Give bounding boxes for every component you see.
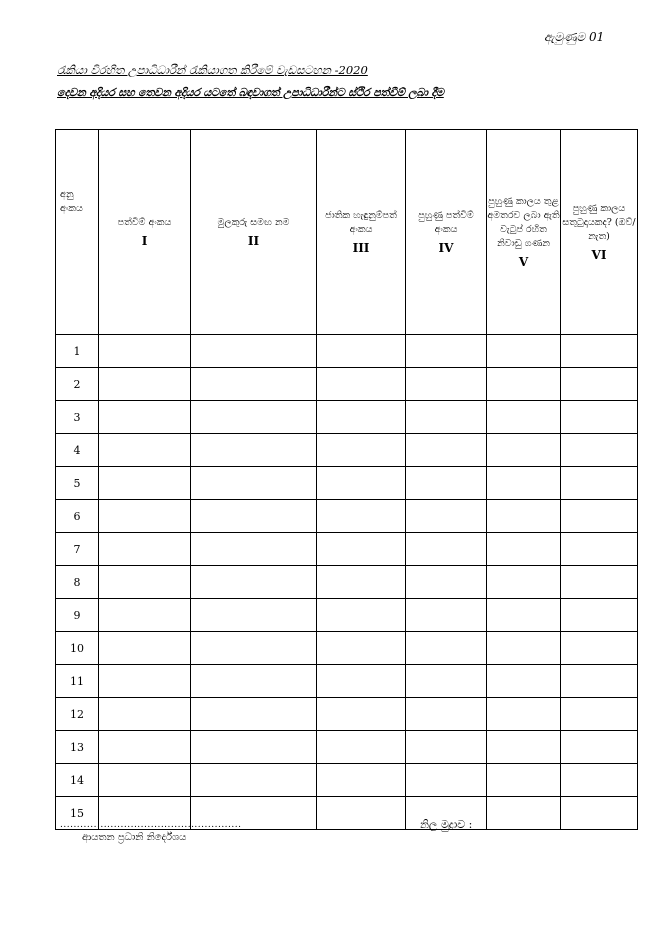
table-cell[interactable]: [99, 533, 191, 566]
header-text: අනු අංකය: [60, 189, 83, 214]
table-cell[interactable]: [487, 401, 561, 434]
table-cell[interactable]: [487, 368, 561, 401]
document-title: රැකියා විරහිත උපාධිධාරීන් රැකියාගත කිරීමේ වැඩසටහන -2020: [57, 63, 368, 77]
table-row: [56, 764, 638, 797]
table-cell[interactable]: [191, 533, 317, 566]
header-training-appointment-no: [406, 130, 487, 335]
table-row: [56, 335, 638, 368]
table-cell[interactable]: [99, 698, 191, 731]
row-number: 13: [56, 731, 99, 764]
table-cell[interactable]: [191, 731, 317, 764]
table-cell[interactable]: [406, 467, 487, 500]
row-number: 8: [56, 566, 99, 599]
table-cell[interactable]: [487, 698, 561, 731]
table-cell[interactable]: [191, 401, 317, 434]
table-cell[interactable]: [317, 467, 406, 500]
table-cell[interactable]: [406, 434, 487, 467]
table-cell[interactable]: [317, 698, 406, 731]
table-cell[interactable]: [317, 533, 406, 566]
header-roman: VI: [591, 248, 607, 262]
table-cell[interactable]: [99, 368, 191, 401]
table-cell[interactable]: [317, 401, 406, 434]
header-text: ජාතික හැඳුනුම්පත් අංකය: [325, 210, 397, 235]
header-roman: IV: [438, 241, 454, 255]
table-cell[interactable]: [317, 599, 406, 632]
table-cell[interactable]: [317, 566, 406, 599]
table-cell[interactable]: [317, 632, 406, 665]
table-cell[interactable]: [99, 632, 191, 665]
table-cell[interactable]: [406, 731, 487, 764]
row-number: 2: [56, 368, 99, 401]
table-cell[interactable]: [406, 566, 487, 599]
header-serial-no: [56, 130, 99, 335]
table-cell[interactable]: [561, 665, 638, 698]
header-text: පත්වීම් අංකය: [117, 217, 172, 228]
table-cell[interactable]: [191, 632, 317, 665]
table-cell[interactable]: [487, 434, 561, 467]
table-cell[interactable]: [406, 665, 487, 698]
table-header-row: [56, 130, 638, 335]
table-cell[interactable]: [99, 599, 191, 632]
table-cell[interactable]: [561, 698, 638, 731]
table-cell[interactable]: [99, 731, 191, 764]
table-cell[interactable]: [487, 632, 561, 665]
table-cell[interactable]: [406, 335, 487, 368]
document-subtitle: දෙවන අදියර සහ තෙවන අදියර යටතේ බඳවාගත් උපාධිධාරීන්ට ස්ථිර පත්වීම් ලබා දීම: [57, 86, 444, 99]
header-roman: I: [141, 234, 148, 248]
row-number: 9: [56, 599, 99, 632]
table-cell[interactable]: [487, 797, 561, 830]
table-cell[interactable]: [487, 731, 561, 764]
table-cell[interactable]: [561, 632, 638, 665]
table-cell[interactable]: [191, 665, 317, 698]
table-cell[interactable]: [99, 434, 191, 467]
header-text: පුහුණු පත්වීම් අංකය: [418, 210, 474, 235]
table-cell[interactable]: [317, 731, 406, 764]
table-cell[interactable]: [191, 764, 317, 797]
row-number: 12: [56, 698, 99, 731]
table-cell[interactable]: [99, 335, 191, 368]
row-number: 4: [56, 434, 99, 467]
header-training-satisfactory: [561, 130, 638, 335]
table-cell[interactable]: [561, 731, 638, 764]
header-text: පුහුණු කාලය තුළ අමතරව ලබා ඇති වැටුප් රහිත නිවාඩු ගණන: [487, 196, 560, 249]
table-cell[interactable]: [99, 665, 191, 698]
table-cell[interactable]: [191, 698, 317, 731]
row-number: 1: [56, 335, 99, 368]
table-cell[interactable]: [406, 632, 487, 665]
row-number: 14: [56, 764, 99, 797]
header-nic-no: [317, 130, 406, 335]
table-row: [56, 500, 638, 533]
table-cell[interactable]: [561, 434, 638, 467]
table-cell[interactable]: [191, 500, 317, 533]
table-row: [56, 467, 638, 500]
signature-label: ආයතන ප්‍රධානි නිර්දේශය: [82, 832, 187, 843]
header-name-with-initials: [191, 130, 317, 335]
table-row: [56, 533, 638, 566]
row-number: 11: [56, 665, 99, 698]
row-number: 6: [56, 500, 99, 533]
table-row: [56, 731, 638, 764]
table-body: [56, 335, 638, 830]
table-cell[interactable]: [191, 335, 317, 368]
header-roman: V: [518, 255, 529, 269]
table-cell[interactable]: [406, 698, 487, 731]
table-cell[interactable]: [99, 500, 191, 533]
table-row: [56, 665, 638, 698]
table-cell[interactable]: [317, 434, 406, 467]
table-cell[interactable]: [317, 764, 406, 797]
data-table: [55, 129, 638, 830]
table-row: [56, 368, 638, 401]
header-appointment-no: [99, 130, 191, 335]
table-cell[interactable]: [99, 764, 191, 797]
table-cell[interactable]: [317, 665, 406, 698]
table-cell[interactable]: [561, 401, 638, 434]
row-number: 3: [56, 401, 99, 434]
table-cell[interactable]: [191, 566, 317, 599]
row-number: 10: [56, 632, 99, 665]
header-roman: III: [352, 241, 370, 255]
row-number: 15: [56, 797, 99, 830]
header-roman: II: [247, 234, 260, 248]
table-cell[interactable]: [561, 500, 638, 533]
table-cell[interactable]: [99, 401, 191, 434]
table-cell[interactable]: [317, 368, 406, 401]
table-cell[interactable]: [406, 764, 487, 797]
table-cell[interactable]: [561, 566, 638, 599]
table-row: [56, 401, 638, 434]
official-seal-label: නිල මුද්‍රාව :: [420, 818, 473, 831]
signature-line: ......................................................: [60, 820, 242, 830]
header-text: මුලකුරු සමඟ නම: [217, 217, 290, 228]
table-cell[interactable]: [406, 500, 487, 533]
table-cell[interactable]: [561, 533, 638, 566]
table-cell[interactable]: [191, 434, 317, 467]
table-cell[interactable]: [99, 566, 191, 599]
table-cell[interactable]: [561, 467, 638, 500]
row-number: 7: [56, 533, 99, 566]
table-row: [56, 599, 638, 632]
table-cell[interactable]: [317, 797, 406, 830]
table-cell[interactable]: [561, 368, 638, 401]
table-cell[interactable]: [487, 599, 561, 632]
table-cell[interactable]: [487, 764, 561, 797]
table-row: [56, 566, 638, 599]
table-cell[interactable]: [191, 599, 317, 632]
header-unpaid-leave: [487, 130, 561, 335]
table-cell[interactable]: [191, 368, 317, 401]
table-cell[interactable]: [406, 599, 487, 632]
table-cell[interactable]: [317, 500, 406, 533]
table-cell[interactable]: [487, 335, 561, 368]
annex-label: ඇමුණුම 01: [544, 30, 605, 44]
table-cell[interactable]: [561, 335, 638, 368]
table-cell[interactable]: [561, 797, 638, 830]
table-cell[interactable]: [487, 566, 561, 599]
table-row: [56, 698, 638, 731]
table-cell[interactable]: [99, 467, 191, 500]
table-cell[interactable]: [561, 764, 638, 797]
table-cell[interactable]: [406, 533, 487, 566]
table-cell[interactable]: [487, 665, 561, 698]
table-row: [56, 434, 638, 467]
row-number: 5: [56, 467, 99, 500]
table-cell[interactable]: [561, 599, 638, 632]
table-cell[interactable]: [191, 467, 317, 500]
table-cell[interactable]: [317, 335, 406, 368]
table-cell[interactable]: [406, 368, 487, 401]
table-cell[interactable]: [487, 467, 561, 500]
table-row: [56, 632, 638, 665]
table-cell[interactable]: [406, 401, 487, 434]
header-text: පුහුණු කාලය සතුටුදායකද? (ඔව්/නැත): [562, 203, 636, 242]
table-cell[interactable]: [487, 533, 561, 566]
table-cell[interactable]: [487, 500, 561, 533]
